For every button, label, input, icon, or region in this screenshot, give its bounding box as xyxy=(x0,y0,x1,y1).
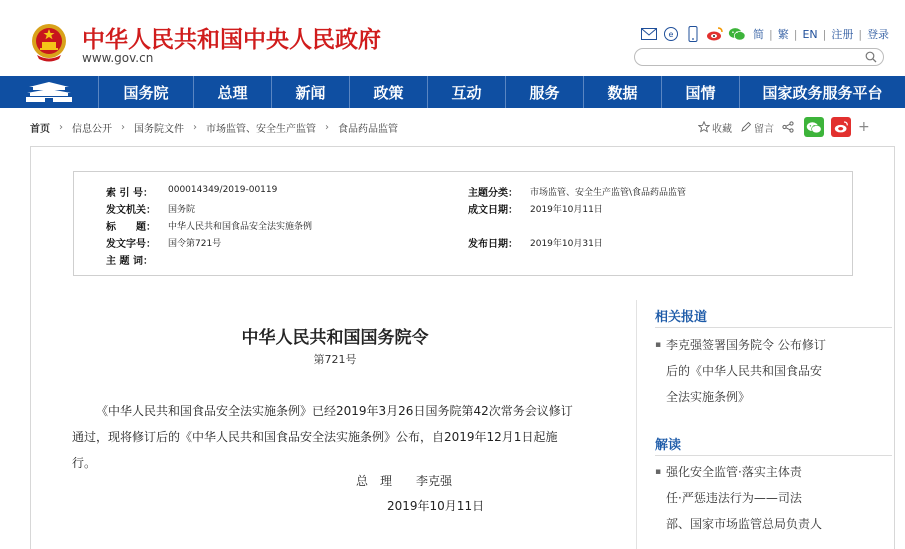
share-icon xyxy=(782,121,794,133)
nav-item-state-council[interactable]: 国务院 xyxy=(99,76,194,108)
breadcrumb xyxy=(30,118,398,136)
weibo-icon xyxy=(834,121,849,133)
docno-value: 国令第721号 xyxy=(168,239,222,249)
share-toolbar xyxy=(698,116,870,138)
issue-date: 2019年10月11日 xyxy=(387,499,485,513)
chevron-right-icon: › xyxy=(121,121,125,133)
breadcrumb-food-drug[interactable]: 食品药品监管 xyxy=(338,123,398,135)
mobile-icon[interactable] xyxy=(684,26,702,42)
signature: 总 理 李克强 xyxy=(356,474,453,488)
article-body xyxy=(72,398,632,476)
share-button[interactable] xyxy=(782,121,796,133)
lang-simplified-link[interactable]: 简 xyxy=(753,28,764,41)
search-icon[interactable] xyxy=(865,51,877,63)
utility-bar xyxy=(640,25,889,43)
more-share-button[interactable]: + xyxy=(858,119,870,135)
svg-text:e: e xyxy=(668,30,674,39)
interpretation-line: 强化安全监管·落实主体责 xyxy=(666,465,802,479)
interpretation-line: 任·严惩违法行为——司法 xyxy=(666,491,802,505)
index-label: 索 引 号： xyxy=(106,188,153,199)
published-date-value: 2019年10月31日 xyxy=(530,239,603,249)
nav-item-news[interactable]: 新闻 xyxy=(272,76,350,108)
lang-english-link[interactable]: EN xyxy=(802,27,818,41)
interpretation-heading[interactable]: 解读 xyxy=(655,438,682,453)
breadcrumb-state-council-docs[interactable]: 国务院文件 xyxy=(134,123,184,135)
nav-item-service[interactable]: 服务 xyxy=(506,76,584,108)
article-body-line: 行。 xyxy=(72,456,97,470)
category-value: 市场监管、安全生产监管\食品药品监管 xyxy=(530,188,687,198)
favorite-button[interactable] xyxy=(698,120,732,135)
related-report-line: 全法实施条例》 xyxy=(666,390,751,404)
title-value: 中华人民共和国食品安全法实施条例 xyxy=(168,222,313,232)
wechat-share-button[interactable] xyxy=(804,117,824,137)
tiananmen-icon xyxy=(24,81,74,103)
document-info-table xyxy=(73,171,853,276)
sidebar-divider xyxy=(636,300,637,549)
written-date-label: 成文日期： xyxy=(468,205,518,216)
published-date-label: 发布日期： xyxy=(468,239,518,250)
bullet-icon: ▪ xyxy=(655,467,662,477)
breadcrumb-info-disclosure[interactable]: 信息公开 xyxy=(72,123,112,135)
nav-item-national-info[interactable]: 国情 xyxy=(662,76,740,108)
site-header xyxy=(0,0,905,76)
weibo-share-button[interactable] xyxy=(831,117,851,137)
order-number: 第721号 xyxy=(313,353,357,366)
separator: | xyxy=(822,27,827,41)
nav-item-gov-service-platform[interactable]: 国家政务服务平台 xyxy=(762,83,883,102)
interpretation-line: 部、国家市场监管总局负责人 xyxy=(666,517,823,531)
article-title: 中华人民共和国国务院令 xyxy=(241,328,429,348)
category-label: 主题分类： xyxy=(468,188,518,199)
breadcrumb-market-supervision[interactable]: 市场监管、安全生产监管 xyxy=(206,123,316,135)
register-link[interactable]: 注册 xyxy=(831,28,854,41)
search-box xyxy=(634,48,884,66)
star-icon xyxy=(698,121,710,133)
login-link[interactable]: 登录 xyxy=(867,28,890,41)
related-report-line: 李克强签署国务院令 公布修订 xyxy=(666,338,826,352)
written-date-value: 2019年10月11日 xyxy=(530,205,603,215)
wechat-icon xyxy=(806,121,822,134)
related-report-link[interactable] xyxy=(655,332,855,410)
chevron-right-icon: › xyxy=(59,121,63,133)
index-value: 000014349/2019-00119 xyxy=(168,185,278,195)
divider xyxy=(655,455,892,456)
chevron-right-icon: › xyxy=(325,121,329,133)
main-nav xyxy=(0,76,905,108)
issuer-value: 国务院 xyxy=(168,205,196,215)
lang-traditional-link[interactable]: 繁 xyxy=(777,28,789,41)
separator: | xyxy=(769,27,773,41)
comment-label: 留言 xyxy=(754,123,774,135)
nav-item-policy[interactable]: 政策 xyxy=(350,76,428,108)
separator: | xyxy=(793,27,798,41)
docno-label: 发文字号： xyxy=(106,239,156,250)
favorite-label: 收藏 xyxy=(712,123,732,135)
weibo-small-icon[interactable] xyxy=(662,26,680,42)
national-emblem-icon[interactable] xyxy=(31,22,67,62)
chevron-right-icon: › xyxy=(193,121,197,133)
nav-item-premier[interactable]: 总理 xyxy=(194,76,272,108)
article-body-line: 通过，现将修订后的《中华人民共和国食品安全法实施条例》公布，自2019年12月1日起施 xyxy=(72,430,558,444)
comment-button[interactable] xyxy=(740,120,774,135)
wechat-icon[interactable] xyxy=(728,26,746,42)
related-reports-heading[interactable]: 相关报道 xyxy=(655,310,708,325)
interpretation-link[interactable] xyxy=(655,459,855,537)
nav-item-data[interactable]: 数据 xyxy=(584,76,662,108)
divider xyxy=(655,327,892,328)
site-url[interactable]: www.gov.cn xyxy=(82,51,154,65)
breadcrumb-home[interactable]: 首页 xyxy=(30,123,50,135)
separator: | xyxy=(858,27,863,41)
nav-item-interaction[interactable]: 互动 xyxy=(428,76,506,108)
related-report-line: 后的《中华人民共和国食品安 xyxy=(666,364,823,378)
bullet-icon: ▪ xyxy=(655,340,662,350)
issuer-label: 发文机关： xyxy=(106,205,156,216)
title-label: 标 题： xyxy=(106,222,156,233)
search-input[interactable] xyxy=(643,54,863,70)
pencil-icon xyxy=(740,121,752,133)
nav-home[interactable] xyxy=(0,76,99,108)
weibo-icon[interactable] xyxy=(706,26,724,42)
mail-icon[interactable] xyxy=(640,26,658,42)
keywords-label: 主 题 词： xyxy=(106,256,153,267)
site-title[interactable]: 中华人民共和国中央人民政府 xyxy=(82,27,381,53)
article-body-line: 《中华人民共和国食品安全法实施条例》已经2019年3月26日国务院第42次常务会议修订 xyxy=(96,404,573,418)
